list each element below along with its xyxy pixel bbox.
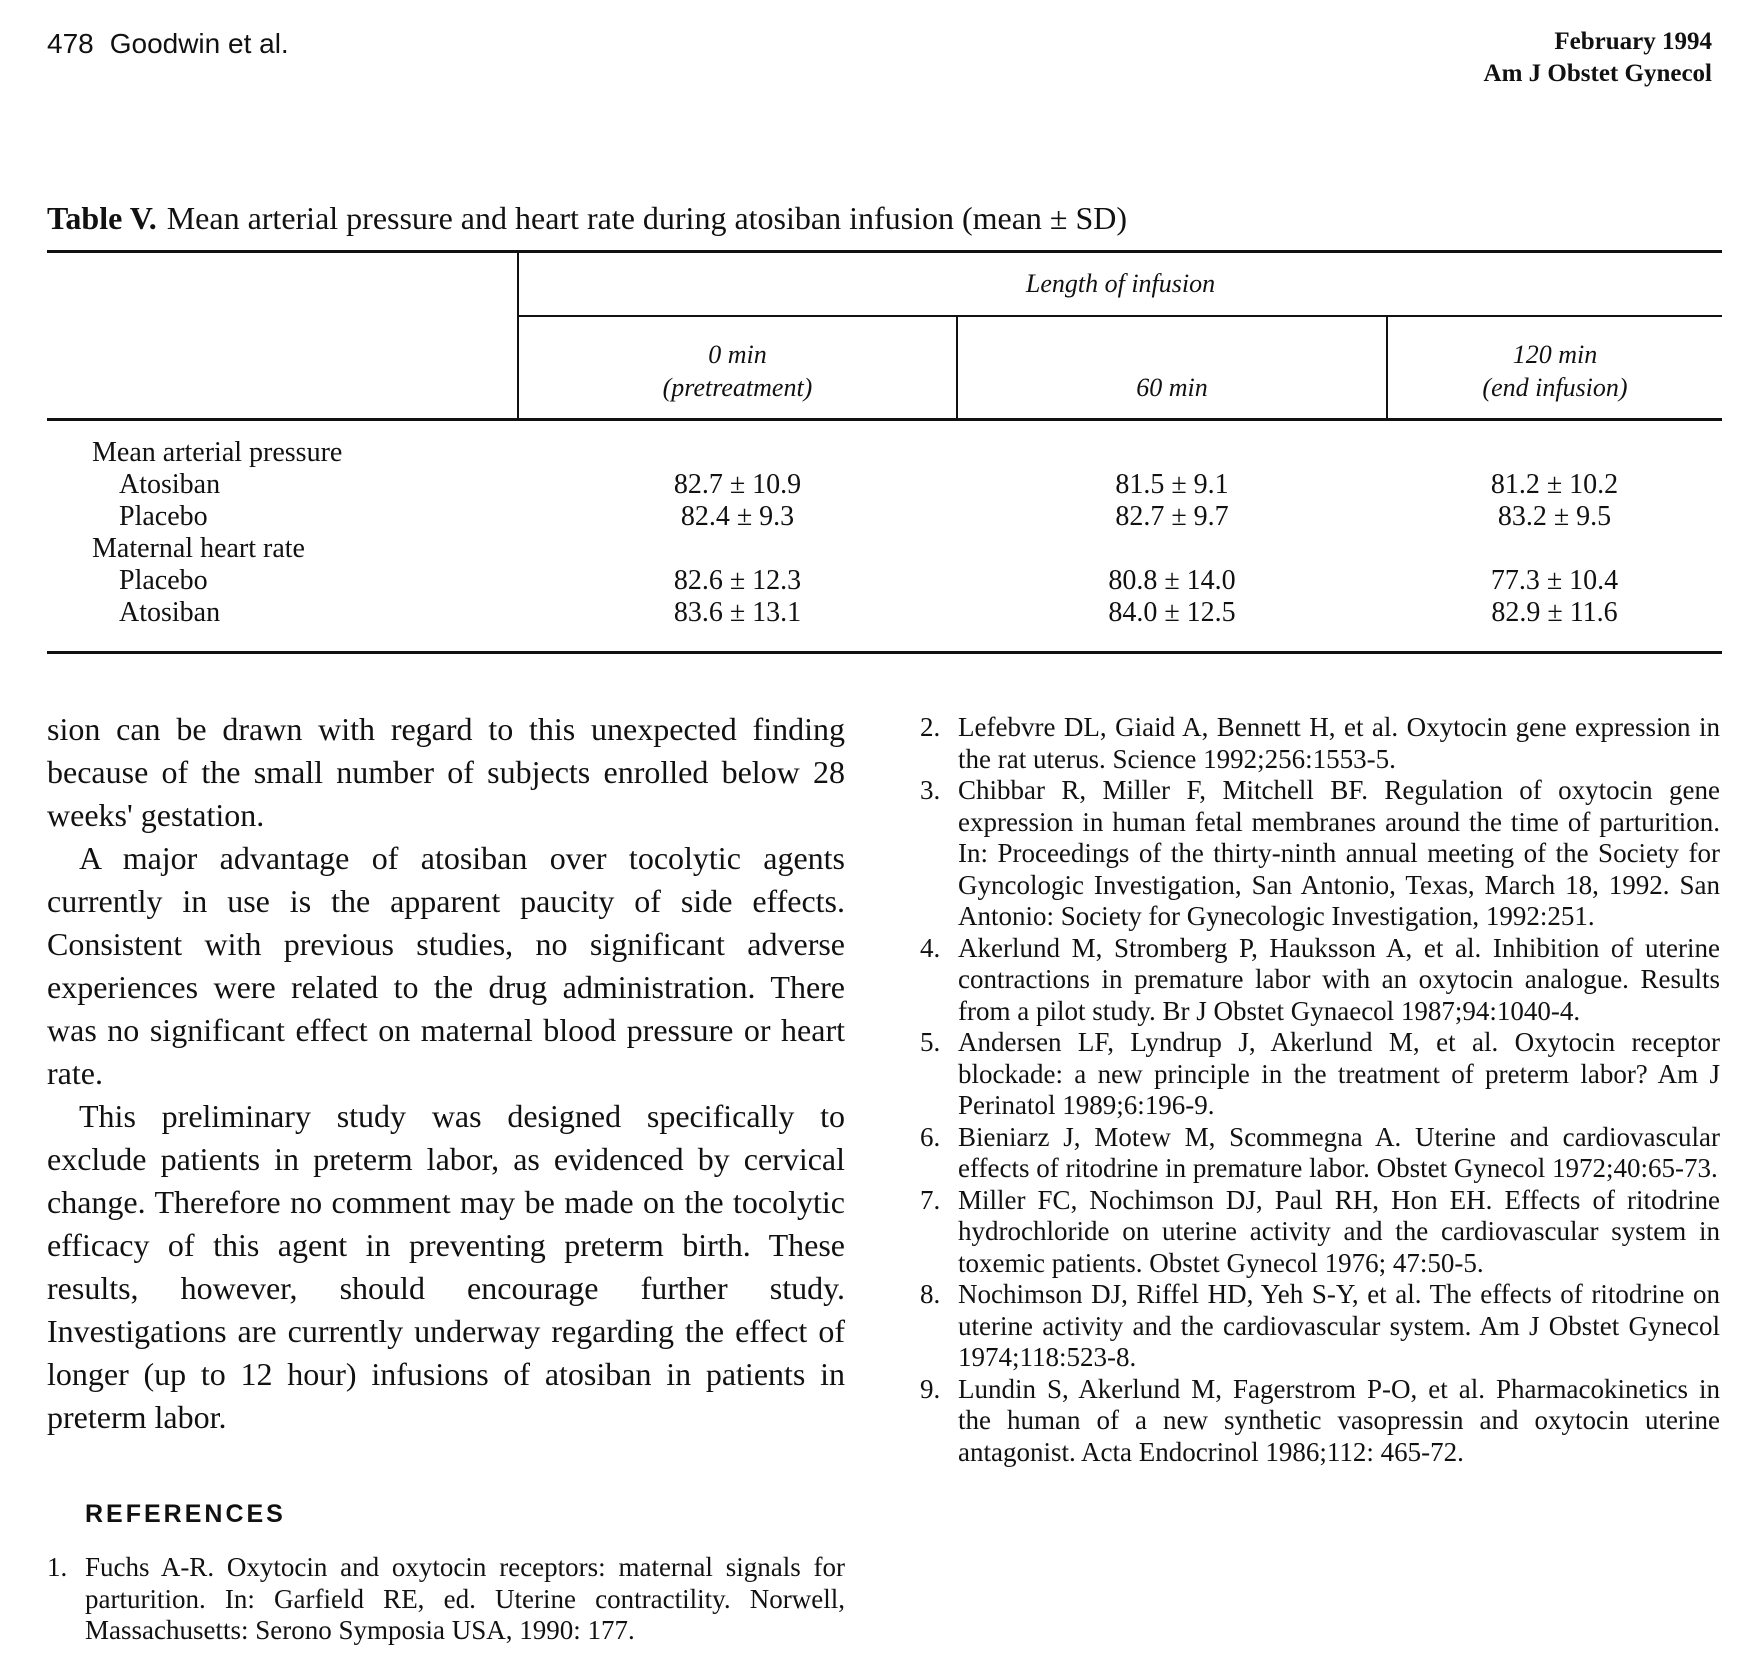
row-label: Atosiban (119, 597, 221, 628)
table-cell: 82.7 ± 10.9 (673, 469, 802, 500)
table-row (47, 501, 1722, 533)
reference-text: Lundin S, Akerlund M, Fagerstrom P-O, et al. Pharmacokinetics in the human of a new synthetic vasopressin and oxytocin uterine antagonist. Acta Endocrinol 1986;112: 465-72. (958, 1373, 1720, 1467)
table-cell: 83.2 ± 9.5 (1497, 501, 1612, 532)
reference-text: Andersen LF, Lyndrup J, Akerlund M, et al. Oxytocin receptor blockade: a new principle in the treatment of preterm labor? Am J Perinatol 1989;6:196-9. (958, 1027, 1720, 1120)
column-header-line: 60 min (1136, 373, 1208, 402)
reference-number: 1. (47, 1552, 68, 1582)
table-caption-text: Mean arterial pressure and heart rate during atosiban infusion (mean ± SD) (166, 200, 1128, 236)
table-cell: 82.6 ± 12.3 (673, 565, 802, 596)
row-group-label: Maternal heart rate (92, 533, 305, 564)
body-paragraph: A major advantage of atosiban over tocolytic agents currently in use is the apparent paucity of side effects. Consistent with previous studies, no significant adverse experiences were related to the drug administration. There was no significant effect on maternal blood pressure or heart rate. (47, 840, 845, 1091)
row-label: Atosiban (119, 469, 221, 500)
reference-text: Bieniarz J, Motew M, Scommegna A. Uterine and cardiovascular effects of ritodrine in premature labor. Obstet Gynecol 1972;40:65-73. (958, 1121, 1720, 1183)
table-cell: 80.8 ± 14.0 (1108, 565, 1236, 596)
table-cell: 82.4 ± 9.3 (680, 501, 795, 532)
left-column (47, 708, 845, 1647)
reference-text: Miller FC, Nochimson DJ, Paul RH, Hon EH. Effects of ritodrine hydrochloride on uterine activity and the cardiovascular system in toxemic patients. Obstet Gynecol 1976; 47:50-5. (958, 1184, 1720, 1278)
table-corner-cell (47, 252, 518, 420)
right-column (920, 712, 1720, 1468)
table-cell: 82.9 ± 11.6 (1491, 597, 1618, 628)
reference-item (920, 712, 1720, 775)
reference-number: 3. (920, 775, 941, 805)
table-cell: 82.7 ± 9.7 (1115, 501, 1229, 532)
reference-number: 5. (920, 1027, 941, 1057)
reference-item (920, 1185, 1720, 1280)
issue-date: February 1994 (1554, 28, 1712, 55)
reference-text: Nochimson DJ, Riffel HD, Yeh S-Y, et al. The effects of ritodrine on uterine activity and the cardiovascular system. Am J Obstet Gynecol 1974;118:523-8. (958, 1279, 1720, 1372)
table-group-row (47, 533, 1722, 565)
table-cell: 77.3 ± 10.4 (1490, 565, 1619, 596)
reference-item (920, 1122, 1720, 1185)
table-row (47, 565, 1722, 597)
column-header-line: 120 min (1512, 340, 1598, 369)
running-header-left (47, 28, 289, 60)
table-caption (47, 200, 1127, 237)
table-cell: 84.0 ± 12.5 (1108, 597, 1236, 628)
reference-number: 9. (920, 1373, 941, 1404)
column-header-line: (end infusion) (1482, 373, 1628, 402)
table-row (47, 469, 1722, 501)
table-cell: 81.2 ± 10.2 (1490, 469, 1619, 500)
table-label: Table V. (47, 200, 157, 236)
reference-text: Fuchs A-R. Oxytocin and oxytocin receptors: maternal signals for parturition. In: Garfield RE, ed. Uterine contractility. Norwell, Massachusetts: Serono Symposia USA, 1990: 177. (85, 1552, 845, 1645)
data-table (47, 250, 1722, 654)
reference-text: Akerlund M, Stromberg P, Hauksson A, et al. Inhibition of uterine contractions in premature labor with an oxytocin analogue. Results from a pilot study. Br J Obstet Gynaecol 1987;94:1040-4. (958, 932, 1720, 1026)
references-heading: REFERENCES (85, 1500, 286, 1528)
reference-item (920, 933, 1720, 1028)
body-paragraph: sion can be drawn with regard to this unexpected finding because of the small number of subjects enrolled below 28 weeks' gestation. (47, 711, 845, 833)
reference-number: 7. (920, 1184, 941, 1215)
reference-item (47, 1552, 845, 1647)
reference-item (920, 1027, 1720, 1122)
reference-number: 8. (920, 1279, 941, 1309)
reference-number: 4. (920, 932, 941, 963)
reference-text: Chibbar R, Miller F, Mitchell BF. Regulation of oxytocin gene expression in human fetal membranes around the time of parturition. In: Proceedings of the thirty-ninth annual meeting of the Society for Gyncologic Investigation, San Antonio, Texas, March 18, 1992. San Antonio: Society for Gynecologic Investigation, 1992:251. (958, 775, 1720, 931)
column-header-line: 0 min (708, 340, 767, 369)
body-paragraph: This preliminary study was designed specifically to exclude patients in preterm labor, as evidenced by cervical change. Therefore no comment may be made on the tocolytic efficacy of this agent in preventing preterm birth. These results, however, should encourage further study. Investigations are currently underway regarding the effect of longer (up to 12 hour) infusions of atosiban in patients in preterm labor. (47, 1098, 845, 1435)
reference-number: 6. (920, 1121, 941, 1152)
column-header-0min (518, 316, 957, 420)
reference-item (920, 1374, 1720, 1469)
table-cell: 81.5 ± 9.1 (1115, 469, 1229, 500)
journal-name: Am J Obstet Gynecol (1483, 60, 1712, 87)
column-group-header: Length of infusion (518, 252, 1722, 317)
reference-text: Lefebvre DL, Giaid A, Bennett H, et al. Oxytocin gene expression in the rat uterus. Science 1992;256:1553-5. (958, 712, 1720, 774)
table-group-row (47, 420, 1722, 470)
row-group-label: Mean arterial pressure (92, 437, 343, 468)
reference-item (920, 1279, 1720, 1374)
column-header-line: (pretreatment) (662, 373, 813, 402)
reference-item (920, 775, 1720, 933)
row-label: Placebo (119, 501, 208, 532)
page-number: 478 (47, 28, 94, 59)
running-header-right (1484, 26, 1712, 90)
column-header-120min (1387, 316, 1722, 420)
running-head-authors: Goodwin et al. (109, 28, 289, 59)
reference-number: 2. (920, 712, 941, 742)
row-label: Placebo (119, 565, 208, 596)
column-header-60min (957, 316, 1387, 420)
table-cell: 83.6 ± 13.1 (673, 597, 802, 628)
table-row (47, 597, 1722, 653)
